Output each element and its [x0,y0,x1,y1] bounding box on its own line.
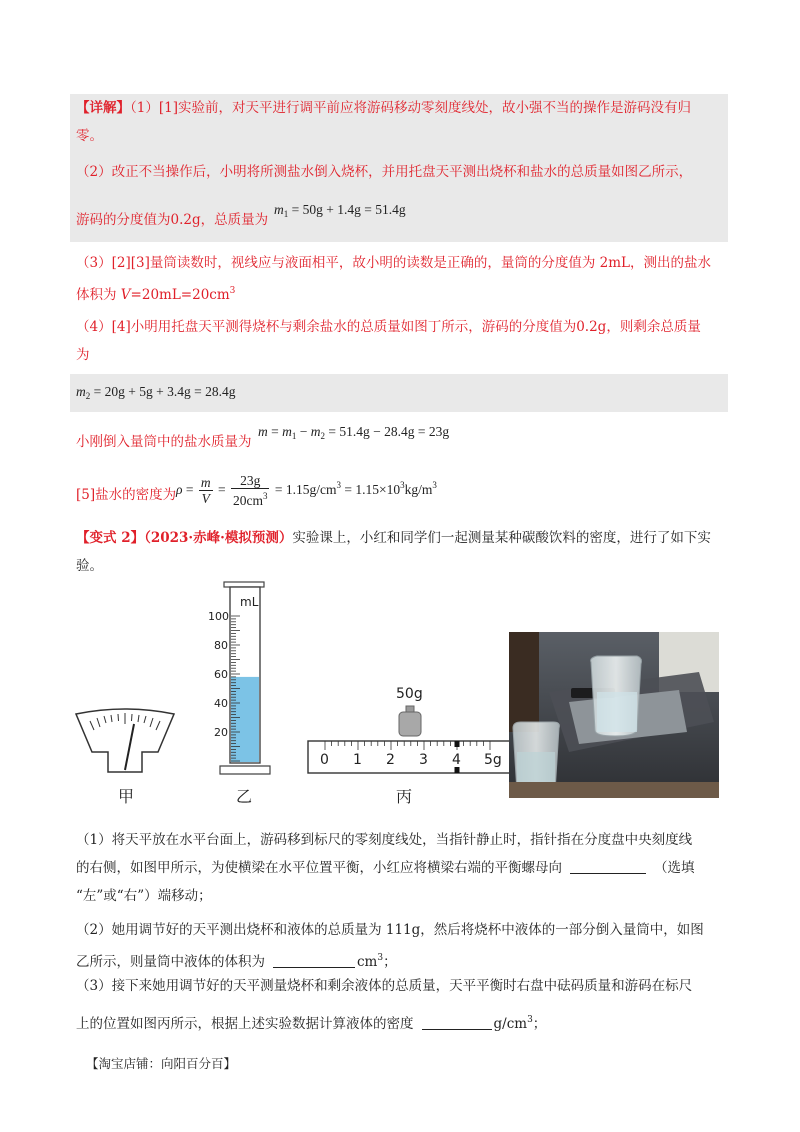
solution-p1a: 【详解】（1）[1]实验前，对天平进行调平前应将游码移动零刻度线处，故小强不当的操作是游码没有归 [76,100,691,116]
variant-heading: 【变式 2】（2023·赤峰·模拟预测）实验课上，小红和同学们一起测量某种碳酸饮料的密度，进行了如下实 [76,530,711,546]
question-1b: 的右侧，如图甲所示，为使横梁在水平位置平衡，小红应将横梁右端的平衡螺母向 （选填 [76,860,695,876]
answer-blank-2[interactable] [273,953,355,968]
question-1c: “左”或“右”）端移动； [76,888,212,904]
answer-blank-3[interactable] [422,1015,492,1030]
variant-text-b: 验。 [76,558,103,574]
answer-blank-1[interactable] [570,859,646,874]
solution-p4a: （4）[4]小明用托盘天平测得烧杯与剩余盐水的总质量如图丁所示，游码的分度值为0.2g，则剩余总质量 [76,319,701,335]
cylinder-tick-label-60: 60 [214,668,228,681]
fraction-m-over-v: $\frac{m}{V}$ [200,475,211,507]
photo-scale-with-beaker [509,632,719,798]
equation-density: ρ = $\frac{m}{V}$ = $\frac{23g}{20cm^3}$ = $1.15g/cm^3 = 1.15\times 10^3kg/m^3$ [176,473,437,509]
equation-m2: $m_2 = 20g + 5g + 3.4g = 28.4g$ [76,384,236,401]
caption-bing: 丙 [396,787,413,806]
cylinder-tick-label-40: 40 [214,697,228,710]
ruler-label-4: 4 [452,752,461,768]
ruler-label-1: 1 [353,752,362,768]
solution-p1b: 零。 [76,128,103,144]
solution-p4b: 为 [76,347,90,363]
ruler-label-3: 3 [419,752,428,768]
equation-m1: $m_1 = 50g + 1.4g = 51.4g$ [274,202,406,219]
figure-jia-pointer-dial [72,708,178,774]
ruler-label-5g: 5g [484,752,502,768]
variant-tag: 【变式 2】 [76,530,145,546]
ruler-label-2: 2 [386,752,395,768]
cylinder-tick-label-80: 80 [214,639,228,652]
caption-jia: 甲 [118,787,135,806]
weight-label: 50g [396,686,423,702]
ruler-label-0: 0 [320,752,329,768]
solution-p3a: （3）[2][3]量筒读数时，视线应与液面相平，故小明的读数是正确的，量筒的分度值为 2mL，测出的盐水 [76,255,711,271]
caption-yi: 乙 [236,787,253,806]
solution-p2b: 游码的分度值为0.2g，总质量为 [76,212,269,228]
rider-top [455,741,460,747]
solution-p5: 小刚倒入量筒中的盐水质量为 [76,434,252,450]
solution-p6: [5]盐水的密度为 [76,487,177,503]
equation-m: $m = m_1 - m_2 = 51.4g - 28.4g = 23g$ [258,424,450,441]
solution-tag: 【详解】 [76,100,130,116]
variant-source: （2023·赤峰·模拟预测） [144,530,293,546]
question-3b: 上的位置如图丙所示，根据上述实验数据计算液体的密度 $g/cm^3$； [76,1015,547,1032]
cylinder-unit: mL [240,595,259,609]
question-2a: （2）她用调节好的天平测出烧杯和液体的总质量为 111g，然后将烧杯中液体的一部分倒入量筒中，如图 [76,922,704,938]
cylinder-tick-label-100: 100 [208,610,229,623]
solution-p3b: 体积为 $V=20mL=20cm^3$ [76,286,236,303]
question-2b: 乙所示，则量筒中液体的体积为 $cm^3$； [76,953,397,970]
figure-bing-ruler [307,740,513,774]
footer-shop: 【淘宝店铺：向阳百分百】 [86,1056,237,1071]
figure-bing-weight [396,704,424,738]
fraction-23g-over-20cm3: $\frac{23g}{20cm^3}$ [232,473,268,509]
solution-p2a: （2）改正不当操作后，小明将所测盐水倒入烧杯，并用托盘天平测出烧杯和盐水的总质量如图乙所示， [76,164,693,180]
question-1a: （1）将天平放在水平台面上，游码移到标尺的零刻度线处，当指针静止时，指针指在分度盘中央刻度线 [76,832,693,848]
cylinder-tick-label-20: 20 [214,726,228,739]
question-3a: （3）接下来她用调节好的天平测量烧杯和剩余液体的总质量，天平平衡时右盘中砝码质量和游码在标尺 [76,978,693,994]
